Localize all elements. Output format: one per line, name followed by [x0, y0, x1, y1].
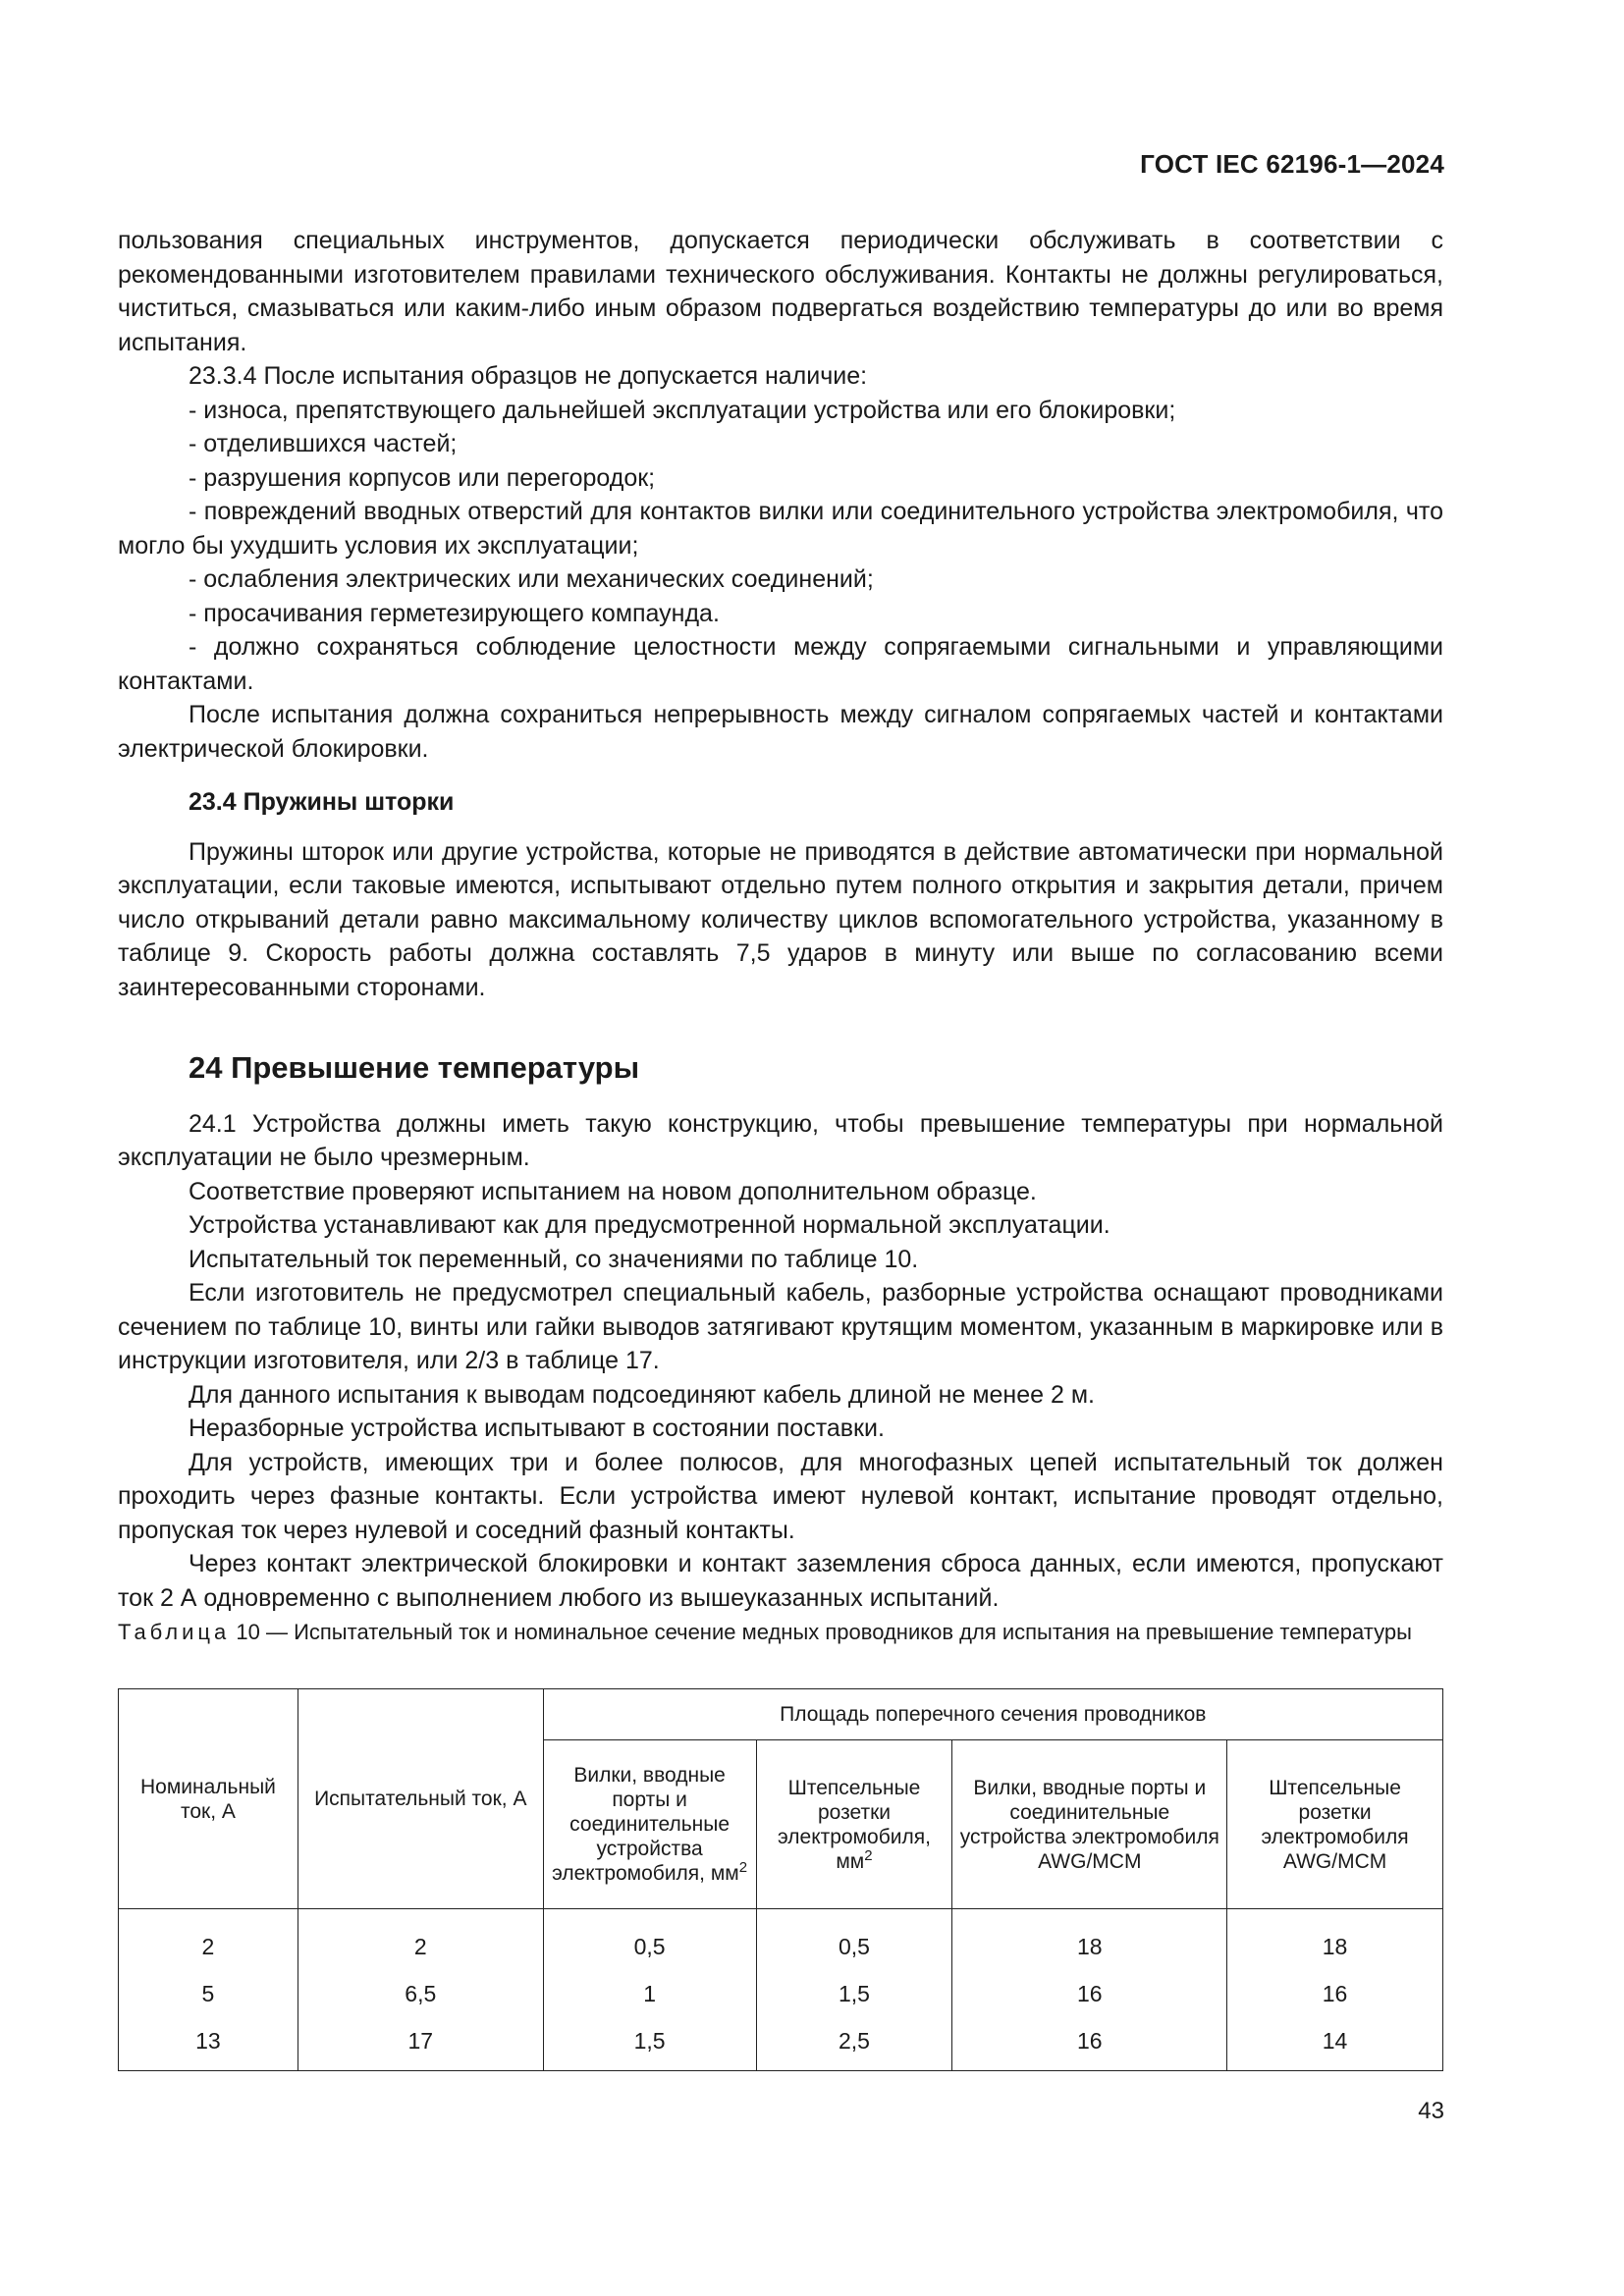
document-body — [118, 224, 1443, 1615]
column-header-test-current: Испытательный ток, А — [298, 1689, 543, 1909]
table-cell: 18 — [952, 1909, 1227, 1971]
paragraph: После испытания должна сохраниться непрерывность между сигналом сопрягаемых частей и контактами электрической блокировки. — [118, 701, 1443, 763]
table-row — [119, 2017, 1443, 2071]
table-cell: 18 — [1227, 1909, 1443, 1971]
paragraph: Устройства устанавливают как для предусмотренной нормальной эксплуатации. — [189, 1211, 1110, 1239]
column-header-sockets-awg: Штепсельные розетки электромобиля AWG/MCM — [1227, 1740, 1443, 1909]
list-item: - повреждений вводных отверстий для контактов вилки или соединительного устройства электромобиля, что могло бы ухудшить условия их эксплуатации; — [118, 498, 1443, 560]
table-cell: 0,5 — [756, 1909, 952, 1971]
table-cell: 16 — [1227, 1970, 1443, 2017]
column-group-header-cross-section: Площадь поперечного сечения проводников — [543, 1689, 1442, 1740]
column-header-rated-current: Номинальный ток, А — [119, 1689, 298, 1909]
table-cell: 0,5 — [543, 1909, 756, 1971]
section-heading-23-4: 23.4 Пружины шторки — [189, 788, 455, 816]
paragraph: Пружины шторок или другие устройства, которые не приводятся в действие автоматически при нормальной эксплуатации, если таковые имеются, испытывают отдельно путем полного открытия и закрытия детали, причем число открываний детали равно максимальному количеству циклов вспомогательного устройства, указанному в таблице 9. Скорость работы должна составлять 7,5 ударов в минуту или выше по согласованию всеми заинтересованными сторонами. — [118, 837, 1443, 1001]
table-cell: 16 — [952, 1970, 1227, 2017]
paragraph: 24.1 Устройства должны иметь такую конструкцию, чтобы превышение температуры при нормальной эксплуатации не было чрезмерным. — [118, 1109, 1443, 1171]
table-caption-text: 10 — Испытательный ток и номинальное сечение медных проводников для испытания на превышение температуры — [230, 1620, 1412, 1644]
table-row — [119, 1909, 1443, 1971]
table-cell: 1,5 — [756, 1970, 952, 2017]
paragraph: Через контакт электрической блокировки и контакт заземления сброса данных, если имеются, пропускают ток 2 А одновременно с выполнением любого из вышеуказанных испытаний. — [118, 1550, 1443, 1612]
paragraph: 23.3.4 После испытания образцов не допускается наличие: — [189, 362, 868, 390]
list-item: - отделившихся частей; — [189, 430, 458, 457]
paragraph: Соответствие проверяют испытанием на новом дополнительном образце. — [189, 1177, 1037, 1205]
table-cell: 13 — [119, 2017, 298, 2071]
section-heading-24: 24 Превышение температуры — [189, 1050, 640, 1085]
table-row — [119, 1970, 1443, 2017]
data-table — [118, 1688, 1443, 2071]
table-cell: 5 — [119, 1970, 298, 2017]
table-cell: 1 — [543, 1970, 756, 2017]
table-cell: 14 — [1227, 2017, 1443, 2071]
paragraph: Если изготовитель не предусмотрел специальный кабель, разборные устройства оснащают проводниками сечением по таблице 10, винты или гайки выводов затягивают крутящим моментом, указанным в маркировке или в инструкции изготовителя, или 2/3 в таблице 17. — [118, 1279, 1443, 1374]
table-cell: 16 — [952, 2017, 1227, 2071]
paragraph: пользования специальных инструментов, допускается периодически обслуживать в соответствии с рекомендованными изготовителем правилами технического обслуживания. Контакты не должны регулироваться, чиститься, смазываться или каким-либо иным образом подвергаться воздействию температуры до или во время испытания. — [118, 227, 1443, 356]
list-item: - разрушения корпусов или перегородок; — [189, 463, 656, 492]
table-cell: 17 — [298, 2017, 543, 2071]
table-cell: 2,5 — [756, 2017, 952, 2071]
table-caption-label: Таблица — [118, 1620, 231, 1644]
table-caption — [118, 1618, 1443, 1647]
list-item: - ослабления электрических или механических соединений; — [189, 565, 874, 593]
paragraph: Неразборные устройства испытывают в состоянии поставки. — [189, 1415, 885, 1442]
column-header-plugs-mm2: Вилки, вводные порты и соединительные устройства электромобиля, $мм^2$ — [543, 1740, 756, 1909]
document-code-header: ГОСТ IEC 62196-1—2024 — [1140, 149, 1444, 179]
page-number: 43 — [1418, 2098, 1444, 2124]
list-item: - просачивания герметезирующего компаунда. — [189, 599, 720, 627]
list-item: - должно сохраняться соблюдение целостности между сопрягаемыми сигнальными и управляющими контактами. — [118, 633, 1443, 695]
paragraph: Для данного испытания к выводам подсоединяют кабель длиной не менее 2 м. — [189, 1380, 1095, 1409]
paragraph: Для устройств, имеющих три и более полюсов, для многофазных цепей испытательный ток должен проходить через фазные контакты. Если устройства имеют нулевой контакт, испытание проводят отдельно, пропуская ток через нулевой и соседний фазный контакты. — [118, 1448, 1443, 1544]
column-header-sockets-mm2: Штепсельные розетки электромобиля, $мм^2$ — [756, 1740, 952, 1909]
column-header-plugs-awg: Вилки, вводные порты и соединительные устройства электромобиля AWG/MCM — [952, 1740, 1227, 1909]
table-cell: 2 — [298, 1909, 543, 1971]
table-cell: 6,5 — [298, 1970, 543, 2017]
table-cell: 1,5 — [543, 2017, 756, 2071]
table-cell: 2 — [119, 1909, 298, 1971]
paragraph: Испытательный ток переменный, со значениями по таблице 10. — [189, 1245, 919, 1273]
list-item: - износа, препятствующего дальнейшей эксплуатации устройства или его блокировки; — [189, 396, 1176, 424]
